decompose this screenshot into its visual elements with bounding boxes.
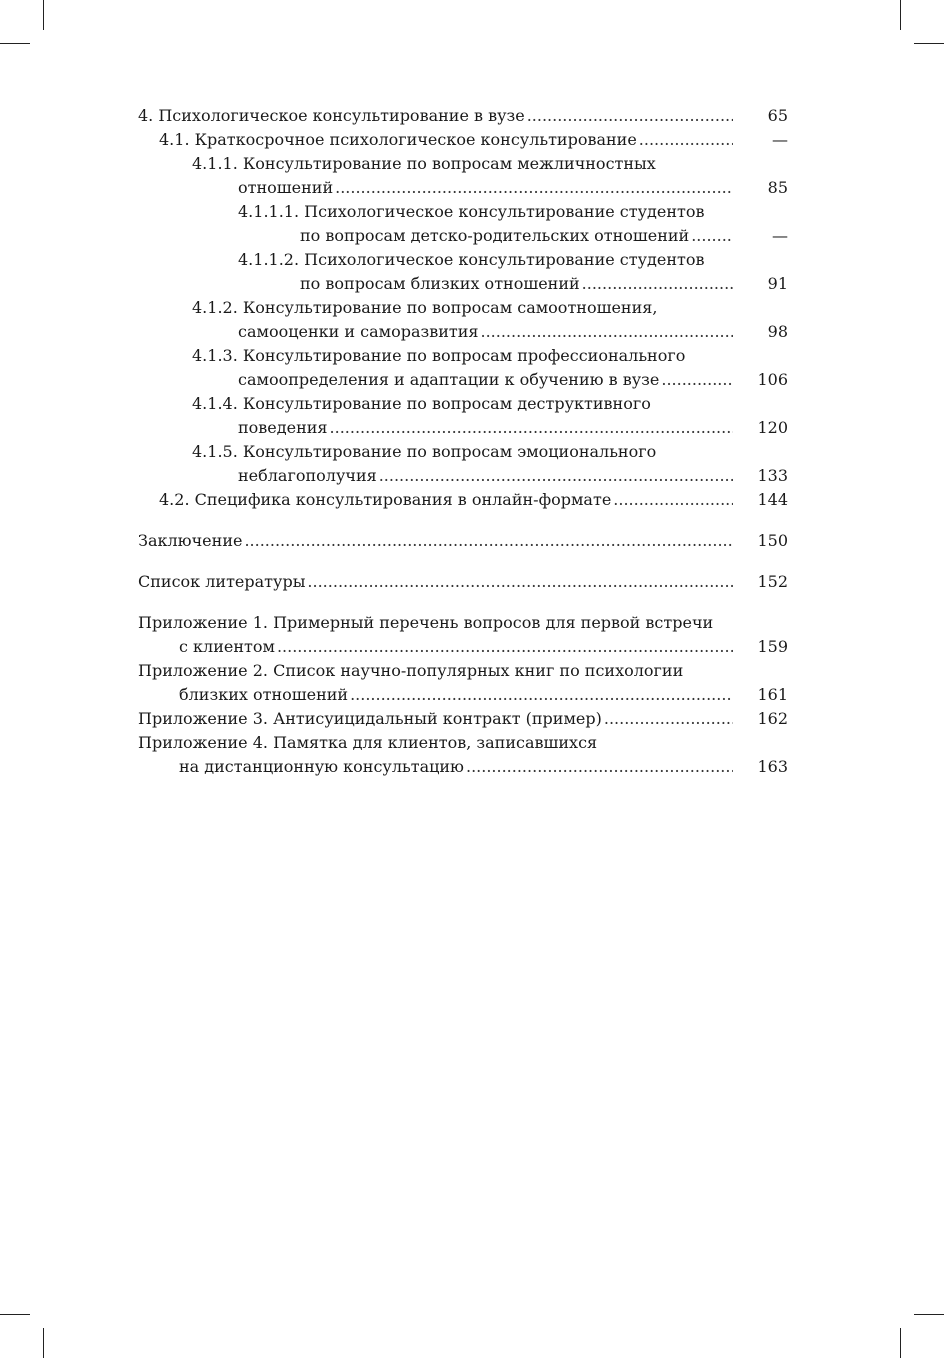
toc-entry-title: 4.1.4. Консультирование по вопросам деструктивного bbox=[192, 394, 651, 413]
toc-page-number: 152 bbox=[757, 572, 788, 591]
toc-entry-title: 4.1.3. Консультирование по вопросам профессионального bbox=[192, 346, 686, 365]
toc-entry-title: 4.1.1.2. Психологическое консультирование студентов bbox=[238, 250, 705, 269]
dot-leader bbox=[277, 635, 733, 659]
toc-entry-ch4[interactable] bbox=[138, 104, 788, 128]
toc-entry-title: Приложение 3. Антисуицидальный контракт (пример) bbox=[138, 709, 602, 728]
toc-entry-title: Приложение 2. Список научно-популярных книг по психологии bbox=[138, 661, 684, 680]
toc-page-number: 163 bbox=[757, 757, 788, 776]
toc-page-number: 159 bbox=[757, 637, 788, 656]
crop-mark-top-left-v bbox=[43, 0, 44, 30]
toc-entry-app3[interactable] bbox=[138, 707, 788, 731]
dot-leader bbox=[307, 570, 733, 594]
crop-mark-bottom-right-h bbox=[914, 1314, 944, 1315]
toc-entry-conclusion[interactable] bbox=[138, 529, 788, 553]
toc-page-number: 120 bbox=[757, 418, 788, 437]
toc-entry-title: на дистанционную консультацию bbox=[179, 757, 464, 776]
toc-entry-title: отношений bbox=[238, 178, 334, 197]
dot-leader bbox=[379, 464, 733, 488]
toc-page-number: — bbox=[772, 226, 788, 245]
toc-entry-title: по вопросам детско-родительских отношений bbox=[300, 226, 690, 245]
toc-entry-s4-1-5[interactable] bbox=[138, 440, 788, 488]
toc-page-number: 98 bbox=[767, 322, 788, 341]
toc-entry-title: 4.1.1.1. Психологическое консультирование студентов bbox=[238, 202, 705, 221]
toc-page-number: 85 bbox=[767, 178, 788, 197]
toc-entry-s4-1-1-1[interactable] bbox=[138, 200, 788, 248]
dot-leader bbox=[244, 529, 733, 553]
toc-entry-title: 4.2. Специфика консультирования в онлайн-формате bbox=[159, 490, 612, 509]
dot-leader bbox=[335, 176, 733, 200]
dot-leader bbox=[691, 224, 733, 248]
dot-leader bbox=[330, 416, 733, 440]
toc-page-number: 91 bbox=[767, 274, 788, 293]
dot-leader bbox=[582, 272, 733, 296]
toc-entry-title: Приложение 4. Памятка для клиентов, записавшихся bbox=[138, 733, 598, 752]
toc-entry-s4-2[interactable] bbox=[138, 488, 788, 512]
dot-leader bbox=[639, 128, 733, 152]
toc-entry-title: Заключение bbox=[138, 531, 243, 550]
toc-page-number: 65 bbox=[767, 106, 788, 125]
toc-entry-title: 4.1.5. Консультирование по вопросам эмоционального bbox=[192, 442, 657, 461]
toc-entry-title: 4.1.1. Консультирование по вопросам межличностных bbox=[192, 154, 656, 173]
toc-entry-title: 4.1. Краткосрочное психологическое консультирование bbox=[159, 130, 637, 149]
toc-entry-title: поведения bbox=[238, 418, 328, 437]
toc-entry-title: с клиентом bbox=[179, 637, 275, 656]
toc-entry-s4-1-1[interactable] bbox=[138, 152, 788, 200]
toc-entry-app1[interactable] bbox=[138, 611, 788, 659]
crop-mark-top-right-v bbox=[900, 0, 901, 30]
dot-leader bbox=[350, 683, 733, 707]
toc-entry-s4-1-4[interactable] bbox=[138, 392, 788, 440]
toc-entry-title: Список литературы bbox=[138, 572, 306, 591]
toc-page-number: — bbox=[772, 130, 788, 149]
dot-leader bbox=[661, 368, 733, 392]
toc-entry-s4-1-3[interactable] bbox=[138, 344, 788, 392]
toc-entry-app4[interactable] bbox=[138, 731, 788, 779]
toc-page-number: 106 bbox=[757, 370, 788, 389]
dot-leader bbox=[481, 320, 734, 344]
toc-entry-title: 4. Психологическое консультирование в вузе bbox=[138, 106, 525, 125]
dot-leader bbox=[527, 104, 733, 128]
toc-entry-title: самооценки и саморазвития bbox=[238, 322, 479, 341]
toc-page-number: 161 bbox=[757, 685, 788, 704]
crop-mark-top-left-h bbox=[0, 43, 30, 44]
crop-mark-bottom-left-v bbox=[43, 1328, 44, 1358]
toc-page-number: 162 bbox=[757, 709, 788, 728]
crop-mark-top-right-h bbox=[914, 43, 944, 44]
crop-mark-bottom-left-h bbox=[0, 1314, 30, 1315]
toc-entry-s4-1-2[interactable] bbox=[138, 296, 788, 344]
toc-entry-s4-1[interactable] bbox=[138, 128, 788, 152]
table-of-contents bbox=[138, 104, 788, 779]
toc-page-number: 150 bbox=[757, 531, 788, 550]
toc-entry-title: Приложение 1. Примерный перечень вопросов для первой встречи bbox=[138, 613, 714, 632]
toc-entry-title: неблагополучия bbox=[238, 466, 377, 485]
dot-leader bbox=[604, 707, 733, 731]
toc-entry-s4-1-1-2[interactable] bbox=[138, 248, 788, 296]
toc-entry-app2[interactable] bbox=[138, 659, 788, 707]
toc-entry-references[interactable] bbox=[138, 570, 788, 594]
toc-entry-title: 4.1.2. Консультирование по вопросам самоотношения, bbox=[192, 298, 658, 317]
dot-leader bbox=[466, 755, 733, 779]
toc-entry-title: близких отношений bbox=[179, 685, 349, 704]
crop-mark-bottom-right-v bbox=[900, 1328, 901, 1358]
toc-page-number: 144 bbox=[757, 490, 788, 509]
dot-leader bbox=[613, 488, 733, 512]
toc-entry-title: по вопросам близких отношений bbox=[300, 274, 580, 293]
toc-page-number: 133 bbox=[757, 466, 788, 485]
toc-entry-title: самоопределения и адаптации к обучению в вузе bbox=[238, 370, 660, 389]
